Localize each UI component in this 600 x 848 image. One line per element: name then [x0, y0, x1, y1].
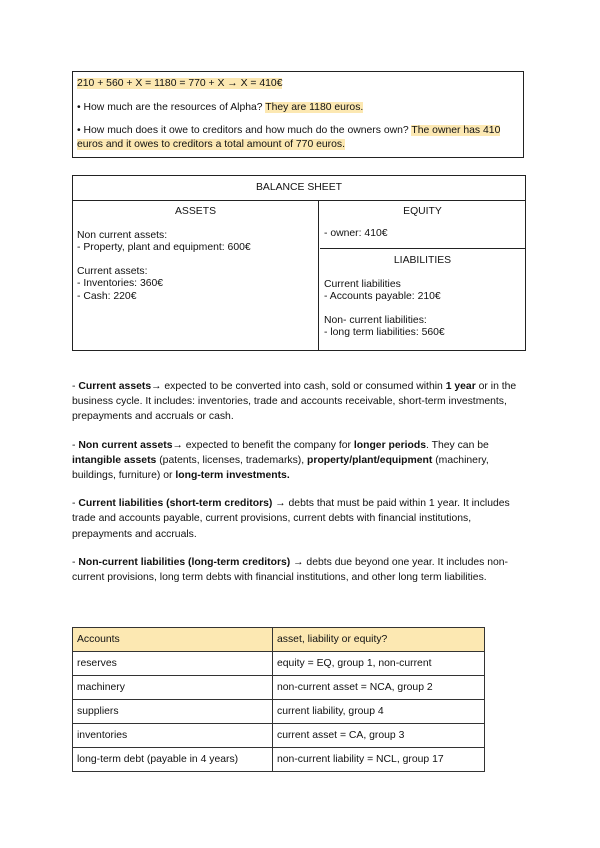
definitions	[72, 379, 528, 598]
definition-text: (patents, licenses, trademarks),	[156, 454, 308, 466]
classification-cell: equity = EQ, group 1, non-current	[273, 652, 485, 676]
term: Non current assets	[78, 439, 173, 451]
classification-cell: current asset = CA, group 3	[273, 724, 485, 748]
table-row	[73, 700, 485, 724]
table-row	[73, 652, 485, 676]
definition-non-current-liabilities	[72, 555, 528, 585]
solution-box	[72, 71, 524, 158]
emphasis: 1 year	[445, 381, 476, 392]
liabilities-cell	[320, 249, 525, 350]
equation-line	[77, 77, 519, 91]
emphasis: long-term investments.	[175, 470, 290, 482]
balance-sheet-title: BALANCE SHEET	[73, 176, 525, 201]
definition-non-current-assets	[72, 438, 528, 484]
accounts-payable-line: - Accounts payable: 210€	[324, 291, 441, 302]
definition-text: → debts due beyond one year. It includes non-current provisions, long term debts with financial institutions, and other long term liabilities.	[72, 556, 509, 584]
bullet-dash: -	[72, 439, 79, 451]
assets-heading: ASSETS	[175, 206, 216, 217]
noncurrent-liabilities-label: Non- current liabilities:	[324, 314, 427, 326]
equation-highlight: 210 + 560 + X = 1180 = 770 + X → X = 410€	[77, 78, 283, 89]
classification-cell: non-current liability = NCL, group 17	[273, 748, 485, 772]
table-row	[73, 676, 485, 700]
question-text: • How much does it owe to creditors and how much do the owners own?	[77, 125, 412, 136]
ppe-line: - Property, plant and equipment: 600€	[77, 242, 251, 253]
definition-text: → expected to benefit the company for	[172, 439, 354, 451]
account-cell: inventories	[73, 724, 273, 748]
accounts-table	[72, 627, 485, 772]
assets-column	[73, 200, 319, 350]
definition-current-liabilities	[72, 496, 528, 542]
definition-text: . They can be	[426, 439, 489, 451]
long-term-liabilities-line: - long term liabilities: 560€	[324, 327, 445, 338]
account-cell: reserves	[73, 652, 273, 676]
header-classification: asset, liability or equity?	[273, 628, 485, 652]
question-resources	[77, 101, 519, 115]
question-owe	[77, 124, 519, 151]
bullet-dash: -	[72, 498, 79, 510]
current-assets-label: Current assets:	[77, 265, 148, 277]
classification-cell: non-current asset = NCA, group 2	[273, 676, 485, 700]
emphasis: property/plant/equipment	[307, 454, 433, 466]
term: Current assets	[78, 381, 152, 392]
account-cell: machinery	[73, 676, 273, 700]
emphasis: intangible assets	[72, 454, 157, 466]
equity-heading: EQUITY	[403, 206, 442, 217]
definition-text: → expected to be converted into cash, sold or consumed within	[151, 381, 446, 392]
table-header-row	[73, 628, 485, 652]
term: Current liabilities (short-term creditors)	[78, 498, 273, 510]
emphasis: longer periods	[353, 439, 427, 451]
bullet-dash: -	[72, 556, 79, 568]
classification-cell: current liability, group 4	[273, 700, 485, 724]
current-liabilities-label: Current liabilities	[324, 278, 401, 290]
owner-line: - owner: 410€	[324, 227, 388, 239]
definition-text: or in the business cycle. It includes: inventories, trade and accounts receivable, short-term investments, prepayments and accruals or cash.	[72, 381, 517, 423]
definition-current-assets	[72, 379, 528, 425]
account-cell: long-term debt (payable in 4 years)	[73, 748, 273, 772]
answer-highlight: They are 1180 euros.	[265, 101, 364, 113]
answer-highlight: The owner has 410 euros and it owes to creditors a total amount of 770 euros.	[77, 125, 501, 150]
definition-text: (machinery, buildings, furniture) or	[72, 454, 489, 482]
question-text: • How much are the resources of Alpha?	[77, 101, 266, 113]
table-row	[73, 724, 485, 748]
definition-text: → debts that must be paid within 1 year. It includes trade and accounts payable, current provisions, current debts with financial institutions, prepayments and accruals.	[72, 498, 510, 540]
cash-line: - Cash: 220€	[77, 290, 137, 302]
table-row	[73, 748, 485, 772]
liabilities-heading: LIABILITIES	[393, 255, 452, 266]
header-accounts: Accounts	[73, 628, 273, 652]
equity-cell	[320, 200, 525, 249]
bullet-dash: -	[72, 381, 79, 392]
balance-sheet	[72, 175, 526, 351]
account-cell: suppliers	[73, 700, 273, 724]
term: Non-current liabilities (long-term creditors)	[78, 556, 291, 568]
non-current-assets-label: Non current assets:	[77, 229, 168, 241]
inventories-line: - Inventories: 360€	[77, 278, 164, 289]
